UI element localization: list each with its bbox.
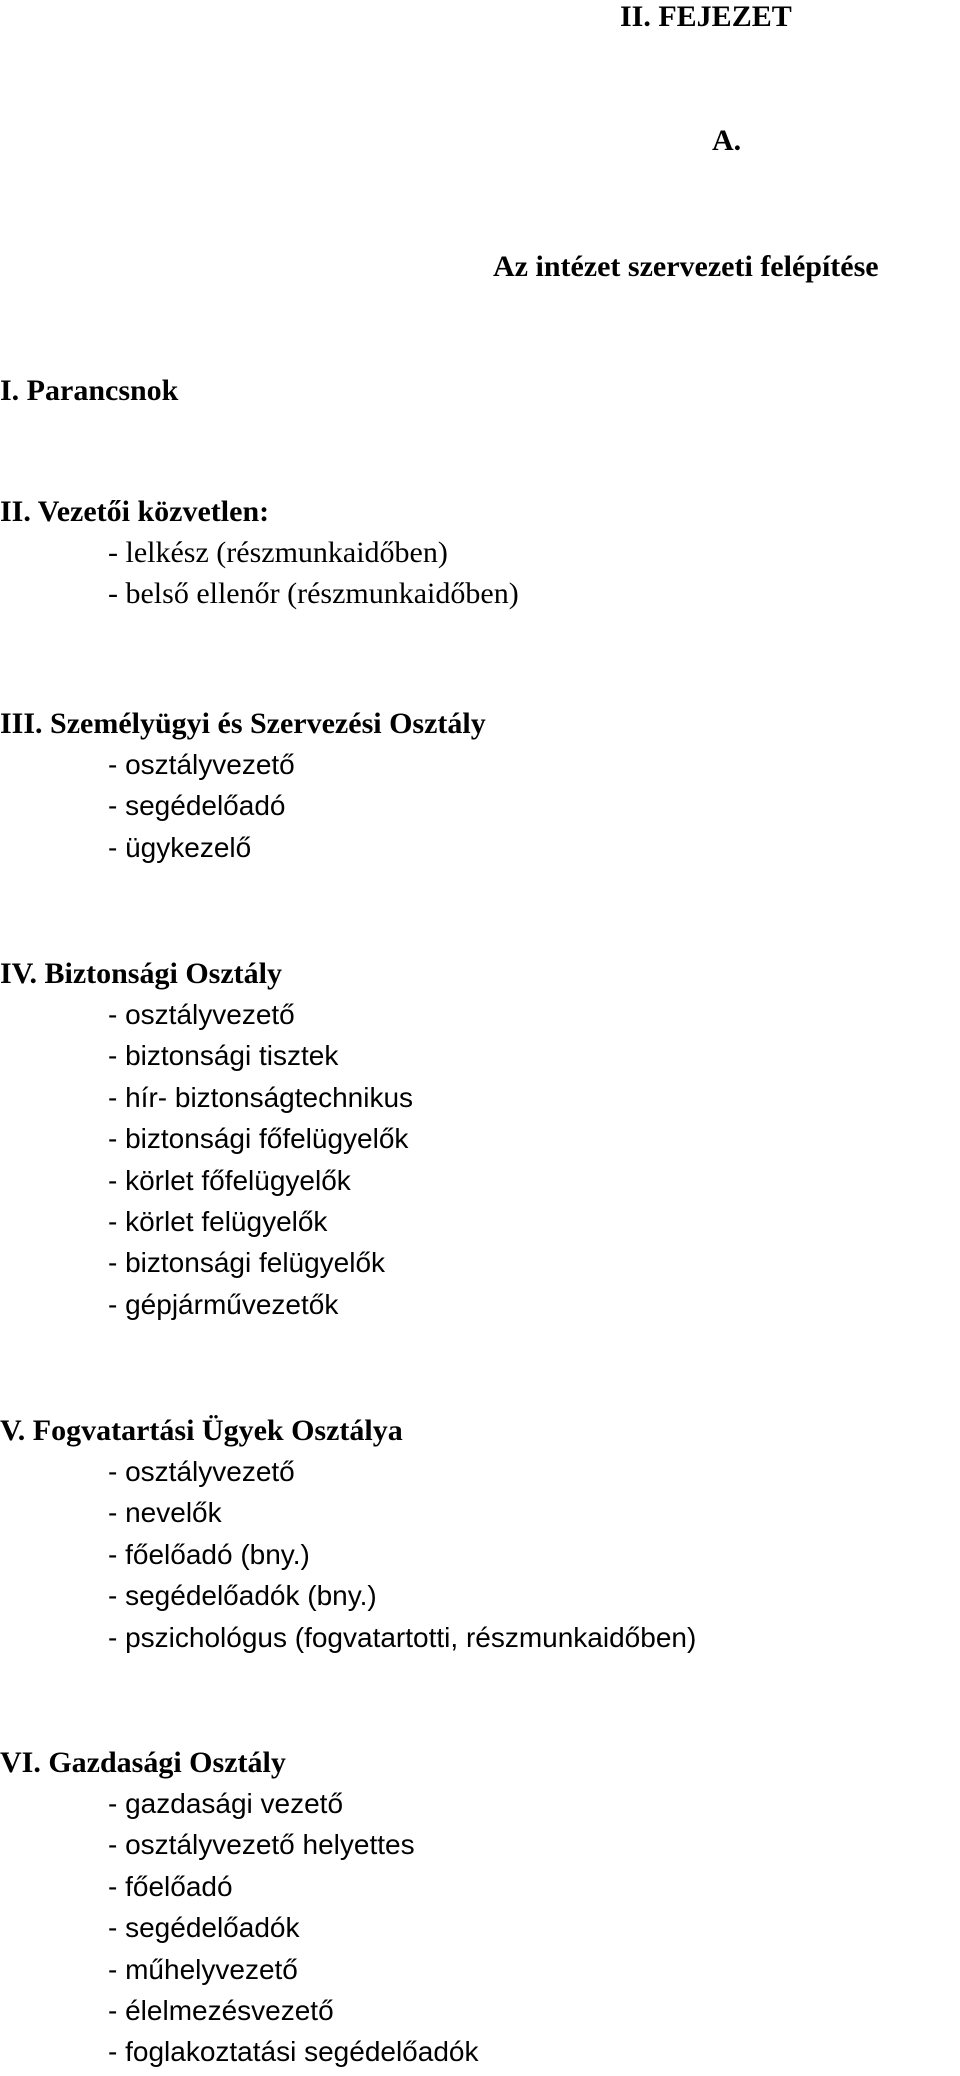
list-item: - segédelőadók (108, 1912, 300, 1944)
list-item: - főelőadó (bny.) (108, 1538, 310, 1570)
list-item: - lelkész (részmunkaidőben) (108, 536, 448, 569)
section-list (0, 1783, 478, 2073)
list-item: - foglakoztatási segédelőadók (108, 2036, 479, 2068)
section-iv (0, 953, 413, 1325)
list-item: - főelőadó (108, 1870, 233, 1902)
list-item: - osztályvezető (108, 749, 295, 780)
section-list (0, 744, 486, 868)
section-list (0, 994, 413, 1325)
section-v (0, 1410, 696, 1658)
list-item: - nevelők (108, 1497, 222, 1529)
list-item: - osztályvezető (108, 1456, 295, 1487)
document-title: Az intézet szervezeti felépítése (493, 250, 879, 283)
section-heading: III. Személyügyi és Szervezési Osztály (0, 707, 486, 740)
list-item: - segédelőadók (bny.) (108, 1580, 377, 1612)
list-item: - osztályvezető (108, 999, 295, 1030)
list-item: - gépjárművezetők (108, 1288, 339, 1320)
section-iii (0, 703, 486, 868)
section-vi (0, 1742, 478, 2073)
section-heading: I. Parancsnok (0, 374, 179, 407)
list-item: - hír- biztonságtechnikus (108, 1081, 414, 1113)
chapter-heading: II. FEJEZET (620, 0, 792, 33)
part-letter: A. (712, 124, 742, 157)
list-item: - élelmezésvezető (108, 1995, 334, 2027)
section-heading: V. Fogvatartási Ügyek Osztálya (0, 1414, 403, 1447)
list-item: - gazdasági vezető (108, 1788, 344, 1819)
section-i (0, 370, 178, 411)
section-heading: II. Vezetői közvetlen: (0, 495, 270, 528)
section-ii (0, 491, 519, 615)
list-item: - belső ellenőr (részmunkaidőben) (108, 577, 519, 611)
list-item: - körlet főfelügyelők (108, 1164, 351, 1196)
list-item: - biztonsági felügyelők (108, 1247, 386, 1279)
section-heading: VI. Gazdasági Osztály (0, 1746, 286, 1779)
list-item: - osztályvezető helyettes (108, 1829, 415, 1861)
section-list (0, 532, 519, 615)
list-item: - ügykezelő (108, 831, 252, 863)
list-item: - műhelyvezető (108, 1953, 298, 1985)
list-item: - körlet felügyelők (108, 1206, 328, 1238)
list-item: - segédelőadó (108, 790, 286, 822)
list-item: - biztonsági tisztek (108, 1040, 339, 1072)
list-item: - biztonsági főfelügyelők (108, 1123, 409, 1155)
list-item: - pszichológus (fogvatartotti, részmunkaidőben) (108, 1621, 697, 1653)
section-heading: IV. Biztonsági Osztály (0, 957, 282, 990)
section-list (0, 1451, 696, 1658)
